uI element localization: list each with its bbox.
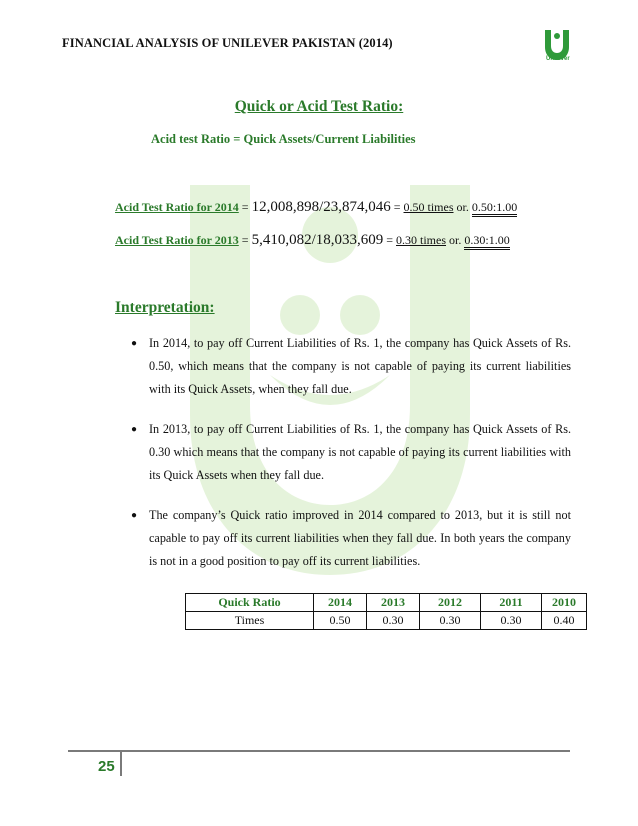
table-header-cell: 2011 <box>481 594 542 612</box>
interpretation-list <box>131 332 571 590</box>
calculation-2014: Acid Test Ratio for 2014 = 12,008,898/23,874,046 = 0.50 times or. 0.50:1.00 <box>115 199 518 215</box>
footer-vertical-divider <box>120 752 122 776</box>
calculation-times: 0.50 times <box>403 200 454 214</box>
table-header-cell: 2013 <box>367 594 420 612</box>
table-cell: 0.50 <box>314 612 367 630</box>
table-cell: 0.30 <box>481 612 542 630</box>
footer-divider <box>68 750 570 752</box>
table-cell: 0.30 <box>420 612 481 630</box>
bullet-icon: ● <box>131 424 138 435</box>
table-cell: 0.30 <box>367 612 420 630</box>
calculation-fraction: 12,008,898/23,874,046 <box>251 199 391 215</box>
calculation-ratio: 0.50:1.00 <box>472 200 517 217</box>
interpretation-heading: Interpretation: <box>115 299 215 316</box>
logo-wordmark: Unilever <box>546 56 570 62</box>
bullet-icon: ● <box>131 510 138 521</box>
table-header-cell: 2010 <box>542 594 587 612</box>
list-item: ● In 2013, to pay off Current Liabilities of Rs. 1, the company has Quick Assets of Rs. 0.30 which means that the company is not capable of paying its current liabilities with its Quick Assets when they fall due. <box>131 418 571 487</box>
page-number: 25 <box>98 758 115 775</box>
calculation-fraction: 5,410,082/18,033,609 <box>251 232 384 248</box>
section-title: Quick or Acid Test Ratio: <box>234 98 404 115</box>
table-header-cell: Quick Ratio <box>186 594 314 612</box>
table-cell: Times <box>186 612 314 630</box>
quick-ratio-table <box>185 593 587 630</box>
table-header-row <box>186 594 587 612</box>
calculation-label: Acid Test Ratio for 2014 <box>115 200 239 214</box>
calculation-ratio: 0.30:1.00 <box>464 233 509 250</box>
table-cell: 0.40 <box>542 612 587 630</box>
document-header-title: FINANCIAL ANALYSIS OF UNILEVER PAKISTAN (2014) <box>62 36 393 50</box>
calculation-label: Acid Test Ratio for 2013 <box>115 233 239 247</box>
calculation-2013: Acid Test Ratio for 2013 = 5,410,082/18,033,609 = 0.30 times or. 0.30:1.00 <box>115 232 510 248</box>
bullet-icon: ● <box>131 338 138 349</box>
table-row <box>186 612 587 630</box>
calculation-times: 0.30 times <box>396 233 447 247</box>
table-header-cell: 2012 <box>420 594 481 612</box>
list-item: ● In 2014, to pay off Current Liabilities of Rs. 1, the company has Quick Assets of Rs. 0.50, which means that the company is not capable of paying its current liabilities with its Quick Assets, when they fall due. <box>131 332 571 401</box>
table-header-cell: 2014 <box>314 594 367 612</box>
list-item: ● The company’s Quick ratio improved in 2014 compared to 2013, but it is still not capable to pay off its current liabilities when they fall due. In both years the company is not in a good position to pay off its current liabilities. <box>131 504 571 573</box>
ratio-formula: Acid test Ratio = Quick Assets/Current Liabilities <box>151 132 416 146</box>
